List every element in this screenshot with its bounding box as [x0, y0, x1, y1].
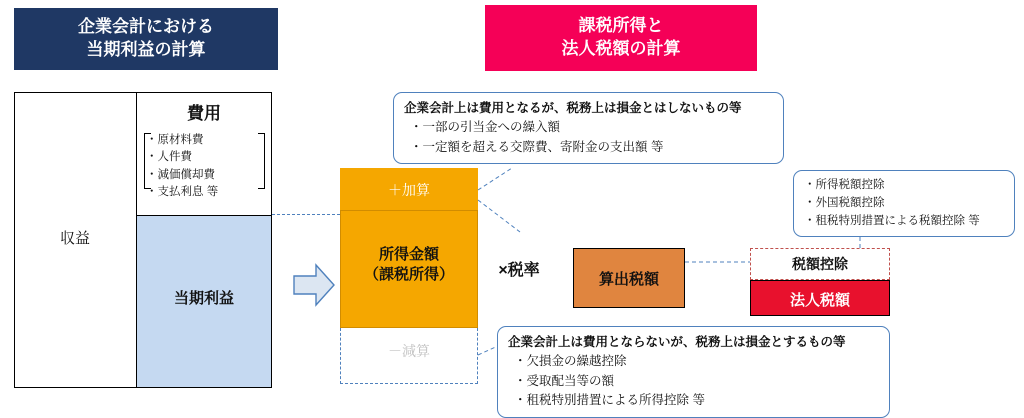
callout-tax-credit [793, 170, 1015, 237]
callout-addition-item: ・一部の引当金への繰入額 [410, 120, 561, 135]
list-item: ・原材料費 [146, 134, 204, 146]
list-item: ・人件費 [146, 151, 192, 164]
callout-subtraction-item: ・欠損金の繰越控除 [514, 354, 627, 369]
tax-credit-label: 税額控除 [792, 256, 848, 272]
banner-accounting-profit [14, 8, 278, 70]
revenue-label: 収益 [59, 229, 90, 247]
computed-tax-label: 算出税額 [598, 270, 659, 288]
tax-rate-label: ×税率 [498, 261, 540, 279]
taxable-income-label [340, 242, 478, 288]
expense-item-list [146, 132, 266, 201]
taxable-income-label-line1: 所得金額 [378, 245, 439, 263]
flow-arrow-icon [292, 262, 336, 308]
list-item: ・減価償却費 [146, 168, 215, 181]
callout-addition [393, 92, 784, 164]
net-income-label: 当期利益 [173, 289, 234, 307]
expense-title: 費用 [187, 103, 221, 123]
addition-label: ＋加算 [388, 182, 430, 198]
banner-taxable-income [485, 5, 757, 71]
callout-tax-credit-item: ・外国税額控除 [804, 196, 885, 209]
banner-taxable-income-line2: 法人税額の計算 [561, 39, 681, 58]
banner-accounting-profit-line1: 企業会計における [78, 17, 214, 37]
subtraction-label: －減算 [388, 343, 430, 359]
corporate-tax-label: 法人税額 [789, 291, 850, 309]
banner-taxable-income-line1: 課税所得と [578, 16, 664, 36]
list-item: ・支払利息 等 [146, 185, 219, 198]
callout-tax-credit-item: ・租税特別措置による税額控除 等 [804, 214, 980, 227]
callout-subtraction-heading: 企業会計上は費用とならないが、税務上は損金とするもの等 [508, 335, 846, 349]
callout-addition-heading: 企業会計上は費用となるが、税務上は損金とはしないもの等 [404, 101, 742, 115]
callout-subtraction [497, 326, 890, 418]
taxable-income-label-line2: （課税所得） [363, 266, 454, 283]
callout-addition-item: ・一定額を超える交際費、寄附金の支出額 等 [410, 139, 664, 154]
subtraction-block-bottom-edge [340, 383, 478, 384]
callout-subtraction-item: ・受取配当等の額 [514, 373, 615, 388]
banner-accounting-profit-line2: 当期利益の計算 [86, 40, 206, 59]
callout-subtraction-item: ・租税特別措置による所得控除 等 [514, 393, 705, 408]
callout-tax-credit-item: ・所得税額控除 [804, 179, 885, 191]
connector-dashed-left [272, 214, 340, 215]
